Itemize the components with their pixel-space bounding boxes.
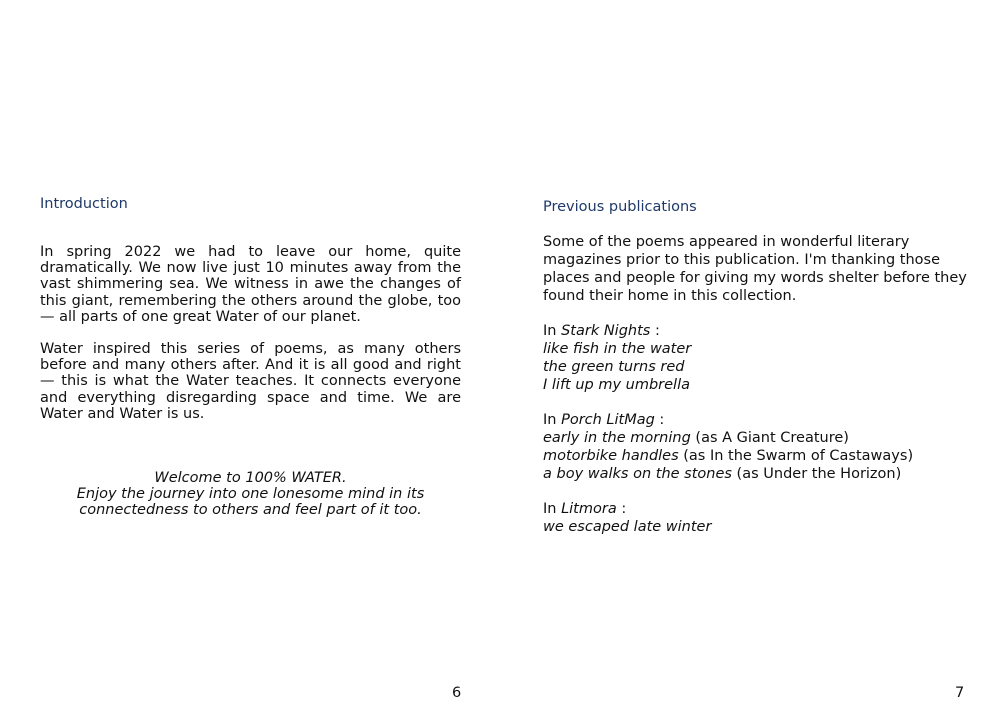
poem-line <box>543 447 983 465</box>
poem-title: we escaped late winter <box>543 519 712 535</box>
publication-group-stark-nights <box>543 322 983 394</box>
intro-paragraph-2: Water inspired this series of poems, as many others before and many others after. And it is all good and right — this is what the Water teaches. It connects everyone and everything disregarding space and time. We are Water and Water is us. <box>40 341 461 422</box>
welcome-line-2: Enjoy the journey into one lonesome mind in its <box>76 486 425 503</box>
publications-intro-line: magazines prior to this publication. I'm thanking those <box>543 252 940 268</box>
poem-line <box>543 376 983 394</box>
poem-title: motorbike handles <box>543 448 679 464</box>
publication-group-litmora <box>543 500 983 536</box>
magazine-suffix: : <box>650 323 660 339</box>
magazine-line <box>543 411 983 429</box>
poem-line <box>543 340 983 358</box>
poem-title: early in the morning <box>543 430 691 446</box>
magazine-suffix: : <box>654 412 665 428</box>
publication-group-porch-litmag <box>543 411 983 483</box>
publications-intro <box>543 233 983 305</box>
poem-note: (as A Giant Creature) <box>690 430 849 446</box>
poem-line <box>543 518 983 536</box>
magazine-suffix: : <box>616 501 627 517</box>
poem-title: I lift up my umbrella <box>543 377 691 393</box>
welcome-message <box>40 470 461 519</box>
poem-title: like fish in the water <box>543 341 692 357</box>
magazine-name: Stark Nights <box>561 323 651 339</box>
magazine-name: Litmora <box>561 501 617 517</box>
poem-line <box>543 429 983 447</box>
poem-title: a boy walks on the stones <box>543 466 732 482</box>
previous-publications-heading: Previous publications <box>543 199 697 215</box>
magazine-prefix: In <box>543 323 562 339</box>
introduction-text <box>40 244 461 438</box>
left-page <box>0 0 502 727</box>
intro-paragraph-1: In spring 2022 we had to leave our home, quite dramatically. We now live just 10 minutes away from the vast shimmering sea. We witness in awe the changes of this giant, remembering the others around the globe, too — all parts of one great Water of our planet. <box>40 244 461 325</box>
welcome-line-3: connectedness to others and feel part of it too. <box>79 502 422 519</box>
poem-note: (as Under the Horizon) <box>731 466 902 482</box>
poem-note: (as In the Swarm of Castaways) <box>678 448 914 464</box>
magazine-name: Porch LitMag <box>561 412 655 428</box>
magazine-prefix: In <box>543 501 562 517</box>
magazine-line <box>543 322 983 340</box>
magazine-prefix: In <box>543 412 562 428</box>
publications-intro-line: found their home in this collection. <box>543 288 797 304</box>
publications-intro-line: places and people for giving my words shelter before they <box>543 270 967 286</box>
right-page <box>502 0 1005 727</box>
poem-line <box>543 465 983 483</box>
page-number-right: 7 <box>955 685 965 701</box>
welcome-line-1: Welcome to 100% WATER. <box>154 470 347 486</box>
page-number-left: 6 <box>452 685 462 701</box>
publications-list <box>543 233 983 553</box>
introduction-heading: Introduction <box>40 196 128 212</box>
poem-line <box>543 358 983 376</box>
publications-intro-line: Some of the poems appeared in wonderful literary <box>543 234 910 250</box>
magazine-line <box>543 500 983 518</box>
poem-title: the green turns red <box>543 359 685 375</box>
